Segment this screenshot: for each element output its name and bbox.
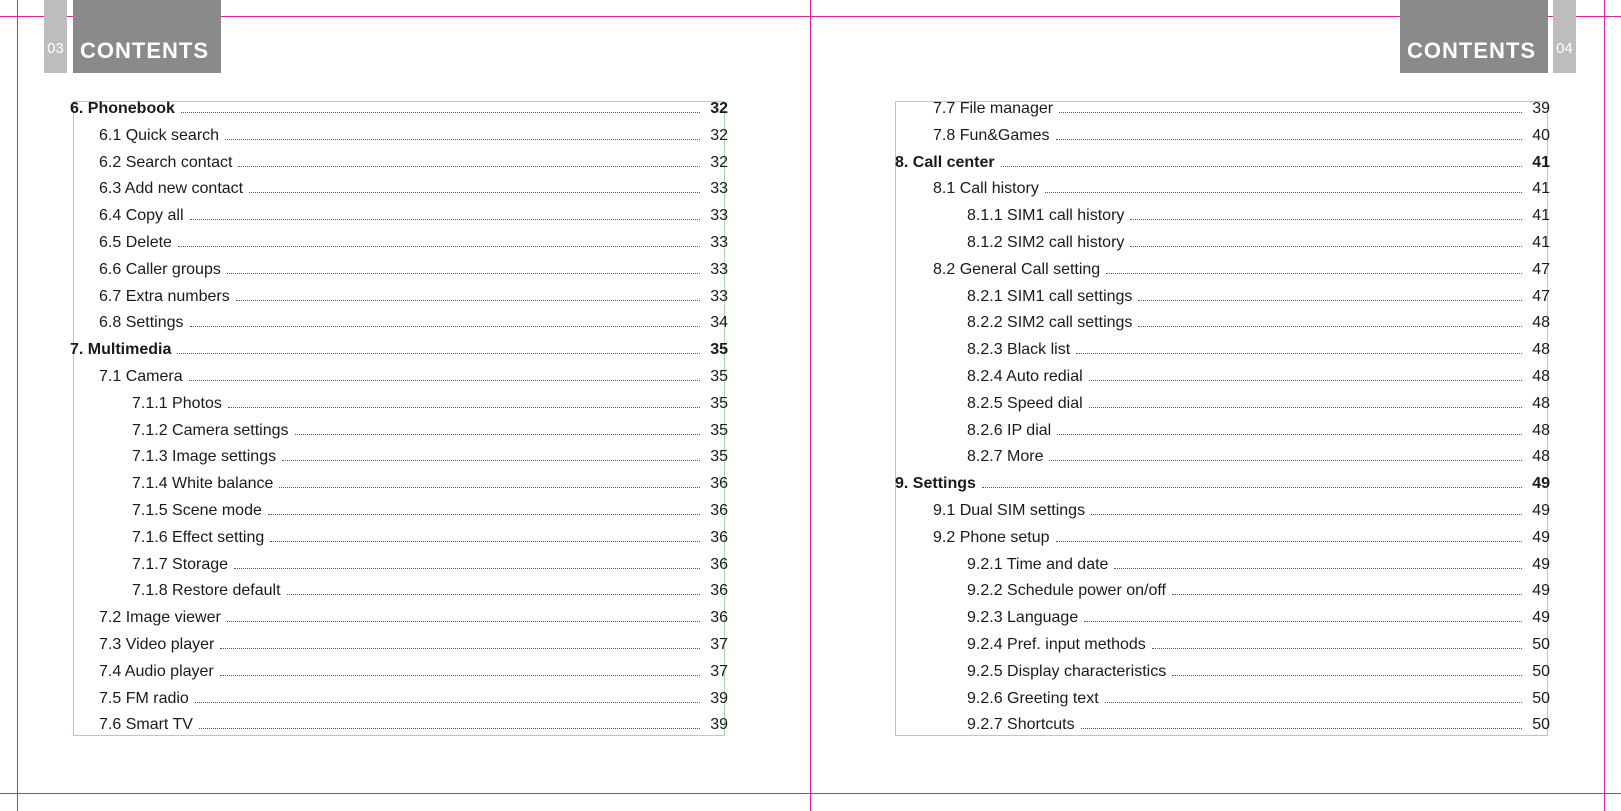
toc-entry-label: 7.6 Smart TV <box>99 716 193 734</box>
toc-entry-label: 7.1.6 Effect setting <box>132 528 265 546</box>
toc-entry-page: 49 <box>1532 609 1550 627</box>
toc-entry-page: 41 <box>1532 207 1550 225</box>
toc-leader-dots <box>227 621 700 622</box>
toc-entry-page: 39 <box>710 689 728 707</box>
toc-leader-dots <box>1056 139 1523 140</box>
toc-entry-label: 6.7 Extra numbers <box>99 287 230 305</box>
toc-leader-dots <box>1172 675 1522 676</box>
toc-entry-label: 9.2.6 Greeting text <box>967 689 1099 707</box>
toc-leader-dots <box>220 675 700 676</box>
toc-entry-label: 7.5 FM radio <box>99 689 189 707</box>
toc-leader-dots <box>234 568 700 569</box>
toc-entry-page: 32 <box>710 126 728 144</box>
toc-entry[interactable] <box>895 552 1550 574</box>
toc-entry[interactable] <box>70 96 728 118</box>
toc-leader-dots <box>228 407 700 408</box>
toc-leader-dots <box>282 460 700 461</box>
toc-entry[interactable] <box>70 498 728 520</box>
toc-entry[interactable] <box>70 552 728 574</box>
toc-entry[interactable] <box>70 578 728 600</box>
toc-entry-label: 8.2.7 More <box>967 448 1044 466</box>
toc-entry-label: 6.2 Search contact <box>99 153 233 171</box>
toc-entry-page: 35 <box>710 421 728 439</box>
toc-entry[interactable] <box>70 418 728 440</box>
toc-entry-label: 8.2 General Call setting <box>933 260 1101 278</box>
toc-entry-label: 7.1.8 Restore default <box>132 582 281 600</box>
toc-entry[interactable] <box>895 659 1550 681</box>
toc-entry[interactable] <box>895 230 1550 252</box>
toc-leader-dots <box>287 594 700 595</box>
toc-entry[interactable] <box>70 230 728 252</box>
toc-entry-page: 36 <box>710 609 728 627</box>
toc-entry[interactable] <box>70 659 728 681</box>
toc-entry-label: 6.8 Settings <box>99 314 184 332</box>
toc-entry-label: 9.2.4 Pref. input methods <box>967 636 1146 653</box>
toc-entry-page: 36 <box>710 582 728 600</box>
toc-entry[interactable] <box>895 257 1550 279</box>
toc-entry[interactable] <box>895 444 1550 466</box>
toc-entry-page: 32 <box>710 100 728 117</box>
toc-leader-dots <box>1001 166 1522 167</box>
toc-entry[interactable] <box>70 150 728 172</box>
toc-leader-dots <box>1091 514 1522 515</box>
toc-entry-label: 7.4 Audio player <box>99 662 214 680</box>
toc-entry-label: 7.1.1 Photos <box>132 394 222 412</box>
toc-entry-page: 49 <box>1532 502 1550 519</box>
toc-entry-page: 41 <box>1532 153 1550 171</box>
toc-entry-label: 8.2.5 Speed dial <box>967 394 1083 412</box>
toc-leader-dots <box>236 300 700 301</box>
toc-entry-page: 35 <box>710 368 728 385</box>
toc-leader-dots <box>1045 192 1522 193</box>
toc-entry-label: 8.2.1 SIM1 call settings <box>967 287 1133 305</box>
center-guide-line <box>810 0 811 811</box>
toc-leader-dots <box>1049 460 1522 461</box>
toc-entry-label: 8.2.6 IP dial <box>967 421 1052 439</box>
toc-entry-label: 9.2 Phone setup <box>933 528 1050 546</box>
toc-entry-label: 6.4 Copy all <box>99 207 184 225</box>
toc-leader-dots <box>270 541 700 542</box>
toc-leader-dots <box>181 112 700 113</box>
toc-leader-dots <box>1130 219 1522 220</box>
toc-entry[interactable] <box>895 686 1550 708</box>
toc-leader-dots <box>1105 702 1522 703</box>
toc-entry[interactable] <box>895 391 1550 413</box>
toc-entry-page: 48 <box>1532 368 1550 385</box>
toc-leader-dots <box>1089 380 1522 381</box>
toc-entry-page: 41 <box>1532 180 1550 198</box>
toc-entry-label: 7.1.4 White balance <box>132 475 274 493</box>
toc-entry[interactable] <box>895 364 1550 386</box>
toc-entry-page: 33 <box>710 287 728 305</box>
toc-leader-dots <box>225 139 700 140</box>
right-page-number: 04 <box>1553 0 1576 73</box>
toc-entry[interactable] <box>895 605 1550 627</box>
toc-entry[interactable] <box>895 578 1550 600</box>
toc-entry-label: 6. Phonebook <box>70 100 175 117</box>
toc-entry[interactable] <box>70 176 728 198</box>
toc-leader-dots <box>279 487 700 488</box>
toc-entry[interactable] <box>70 632 728 654</box>
toc-leader-dots <box>1106 273 1522 274</box>
toc-entry-label: 7.3 Video player <box>99 636 215 653</box>
toc-entry[interactable] <box>895 525 1550 547</box>
toc-entry[interactable] <box>70 525 728 547</box>
toc-leader-dots <box>1084 621 1522 622</box>
toc-leader-dots <box>295 434 700 435</box>
toc-leader-dots <box>178 246 700 247</box>
toc-entry[interactable] <box>895 150 1550 172</box>
toc-entry-page: 47 <box>1532 260 1550 278</box>
right-guide-line <box>1604 0 1605 811</box>
toc-entry[interactable] <box>70 337 728 359</box>
left-page-title: CONTENTS <box>73 0 221 73</box>
toc-entry-label: 8.1 Call history <box>933 180 1039 198</box>
toc-entry[interactable] <box>70 471 728 493</box>
toc-entry-label: 8.1.1 SIM1 call history <box>967 207 1125 225</box>
toc-leader-dots <box>177 353 700 354</box>
toc-entry[interactable] <box>895 632 1550 654</box>
toc-leader-dots <box>195 702 700 703</box>
toc-entry[interactable] <box>895 203 1550 225</box>
toc-leader-dots <box>1057 434 1522 435</box>
toc-entry-page: 48 <box>1532 394 1550 412</box>
toc-entry-label: 7.2 Image viewer <box>99 609 221 627</box>
toc-entry[interactable] <box>70 444 728 466</box>
toc-entry-label: 6.3 Add new contact <box>99 180 244 198</box>
toc-entry[interactable] <box>895 96 1550 118</box>
toc-leader-dots <box>1056 541 1522 542</box>
toc-entry-label: 8.2.2 SIM2 call settings <box>967 314 1133 332</box>
toc-entry-label: 9.2.3 Language <box>967 609 1079 627</box>
toc-entry-page: 47 <box>1532 287 1550 305</box>
toc-entry-label: 9.2.1 Time and date <box>967 555 1109 573</box>
toc-entry-label: 7.1.5 Scene mode <box>132 502 262 519</box>
toc-entry-page: 50 <box>1532 662 1550 680</box>
toc-entry-page: 35 <box>710 448 728 466</box>
left-page-number: 03 <box>44 0 67 73</box>
toc-entry[interactable] <box>70 203 728 225</box>
toc-entry-page: 36 <box>710 502 728 519</box>
toc-entry-label: 6.1 Quick search <box>99 126 220 144</box>
toc-entry[interactable] <box>70 257 728 279</box>
toc-entry[interactable] <box>70 686 728 708</box>
toc-entry-label: 8.2.3 Black list <box>967 341 1071 359</box>
toc-entry-page: 49 <box>1532 582 1550 600</box>
toc-entry-label: 7. Multimedia <box>70 341 172 359</box>
toc-entry-label: 7.1 Camera <box>99 368 183 385</box>
right-page-title: CONTENTS <box>1400 0 1548 73</box>
toc-entry-page: 33 <box>710 234 728 251</box>
toc-entry[interactable] <box>895 712 1550 734</box>
toc-entry-page: 50 <box>1532 689 1550 707</box>
toc-entry-page: 37 <box>710 662 728 680</box>
right-toc-list <box>895 96 1550 736</box>
toc-leader-dots <box>1076 353 1522 354</box>
toc-entry-page: 41 <box>1532 234 1550 251</box>
toc-entry[interactable] <box>895 176 1550 198</box>
toc-entry-page: 33 <box>710 260 728 278</box>
toc-leader-dots <box>1172 594 1522 595</box>
toc-entry-page: 33 <box>710 180 728 198</box>
toc-entry-page: 49 <box>1532 475 1550 493</box>
toc-leader-dots <box>268 514 700 515</box>
toc-entry[interactable] <box>70 605 728 627</box>
toc-leader-dots <box>1138 326 1522 327</box>
toc-leader-dots <box>1114 568 1522 569</box>
toc-entry-page: 40 <box>1532 126 1550 144</box>
toc-entry-page: 33 <box>710 207 728 225</box>
toc-entry-label: 7.8 Fun&Games <box>933 126 1050 144</box>
toc-entry-page: 37 <box>710 636 728 653</box>
toc-entry-page: 48 <box>1532 448 1550 466</box>
toc-entry-label: 9.2.5 Display characteristics <box>967 662 1167 680</box>
toc-entry-label: 8. Call center <box>895 153 995 171</box>
toc-entry-label: 9. Settings <box>895 475 976 493</box>
left-toc-list <box>70 96 728 736</box>
toc-entry-label: 9.1 Dual SIM settings <box>933 502 1086 519</box>
toc-entry-label: 9.2.2 Schedule power on/off <box>967 582 1166 600</box>
toc-entry-page: 32 <box>710 153 728 171</box>
toc-entry-page: 49 <box>1532 555 1550 573</box>
toc-entry[interactable] <box>895 284 1550 306</box>
toc-entry[interactable] <box>895 418 1550 440</box>
toc-entry-page: 39 <box>710 716 728 734</box>
toc-leader-dots <box>1089 407 1522 408</box>
toc-entry-page: 50 <box>1532 636 1550 653</box>
toc-entry-page: 48 <box>1532 314 1550 332</box>
toc-entry-label: 7.1.7 Storage <box>132 555 229 573</box>
toc-entry-label: 9.2.7 Shortcuts <box>967 716 1075 734</box>
toc-entry-label: 8.2.4 Auto redial <box>967 368 1083 385</box>
toc-entry-label: 6.5 Delete <box>99 234 172 251</box>
toc-entry[interactable] <box>70 123 728 145</box>
toc-leader-dots <box>227 273 700 274</box>
toc-entry[interactable] <box>70 310 728 332</box>
toc-entry[interactable] <box>70 284 728 306</box>
toc-entry-page: 36 <box>710 475 728 493</box>
toc-entry[interactable] <box>895 471 1550 493</box>
toc-entry-page: 36 <box>710 555 728 573</box>
toc-entry-label: 7.7 File manager <box>933 100 1054 117</box>
toc-entry-page: 34 <box>710 314 728 332</box>
toc-entry-label: 8.1.2 SIM2 call history <box>967 234 1125 251</box>
toc-entry-page: 35 <box>710 341 728 359</box>
toc-entry-page: 35 <box>710 394 728 412</box>
toc-entry[interactable] <box>895 310 1550 332</box>
toc-entry[interactable] <box>895 498 1550 520</box>
toc-leader-dots <box>249 192 700 193</box>
toc-leader-dots <box>190 219 701 220</box>
left-guide-line <box>17 0 18 811</box>
toc-leader-dots <box>1059 112 1522 113</box>
toc-entry-label: 7.1.2 Camera settings <box>132 421 289 439</box>
toc-entry-page: 48 <box>1532 421 1550 439</box>
toc-entry-page: 50 <box>1532 716 1550 734</box>
toc-leader-dots <box>190 326 701 327</box>
toc-entry[interactable] <box>70 712 728 734</box>
toc-leader-dots <box>189 380 700 381</box>
toc-entry-page: 49 <box>1532 528 1550 546</box>
toc-leader-dots <box>982 487 1522 488</box>
toc-entry-page: 48 <box>1532 341 1550 359</box>
toc-entry[interactable] <box>70 364 728 386</box>
toc-leader-dots <box>1130 246 1522 247</box>
toc-leader-dots <box>220 648 700 649</box>
toc-entry[interactable] <box>895 337 1550 359</box>
toc-entry-label: 6.6 Caller groups <box>99 260 221 278</box>
toc-leader-dots <box>199 728 700 729</box>
toc-leader-dots <box>1138 300 1522 301</box>
toc-leader-dots <box>1081 728 1522 729</box>
toc-leader-dots <box>1152 648 1522 649</box>
toc-leader-dots <box>238 166 700 167</box>
toc-entry-label: 7.1.3 Image settings <box>132 448 277 466</box>
toc-entry-page: 39 <box>1532 100 1550 117</box>
toc-entry[interactable] <box>895 123 1550 145</box>
toc-entry[interactable] <box>70 391 728 413</box>
toc-entry-page: 36 <box>710 528 728 546</box>
